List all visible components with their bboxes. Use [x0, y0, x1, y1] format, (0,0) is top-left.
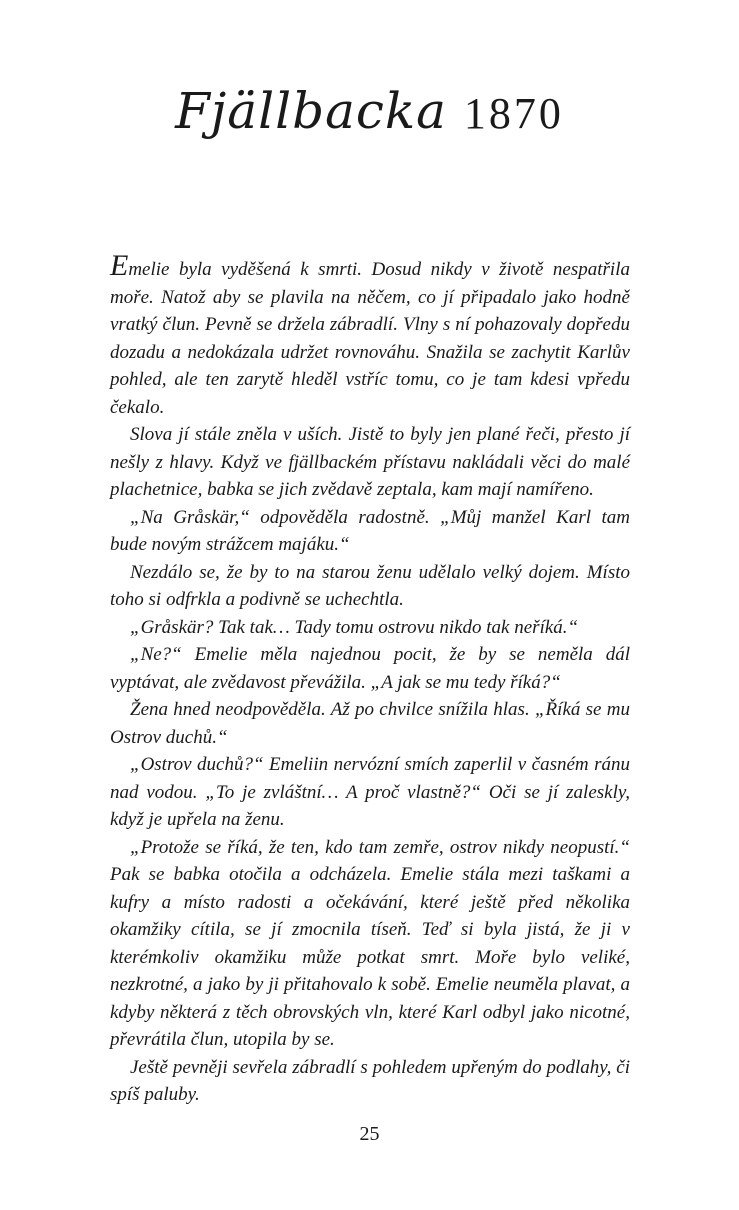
chapter-body — [110, 249, 630, 1109]
paragraph-7: Žena hned neodpověděla. Až po chvilce snížila hlas. „Říká se mu Ostrov duchů.“ — [110, 699, 630, 748]
paragraph-1-text: melie byla vyděšená k smrti. Dosud nikdy v životě nespatřila moře. Natož aby se plavila na něčem, co jí připadalo jako hodně vratký člun. Pevně se držela zábradlí. Vlny s ní pohazovaly dopředu dozadu a nedokázala udržet rovnováhu. Snažila se zachytit Karlův pohled, ale ten zarytě hleděl vstříc tomu, co je tam kdesi vpředu čekalo. — [110, 259, 630, 418]
opening-initial: E — [110, 249, 129, 282]
chapter-title-place: Fjällbacka — [175, 82, 447, 140]
paragraph-2: Slova jí stále zněla v uších. Jistě to byly jen plané řeči, přesto jí nešly z hlavy. Když ve fjällbackém přístavu nakládali věci do malé plachetnice, babka se jich zvědavě zeptala, kam mají namířeno. — [110, 424, 630, 500]
page-number: 25 — [359, 1123, 380, 1145]
paragraph-6: „Ne?“ Emelie měla najednou pocit, že by se neměla dál vyptávat, ale zvědavost převážila. „A jak se mu tedy říká?“ — [110, 644, 630, 693]
paragraph-9: „Protože se říká, že ten, kdo tam zemře, ostrov nikdy neopustí.“ Pak se babka otočila a odcházela. Emelie stála mezi taškami a kufry a místo radosti a očekávání, které ještě před několika okamžiky cítila, se jí zmocnila tíseň. Teď si byla jistá, že ji v kterémkoliv okamžiku může potkat smrt. Moře bylo veliké, nezkrotné, a jako by ji přitahovalo k sobě. Emelie neuměla plavat, a kdyby některá z těch obrovských vln, které Karl odbyl jako nicotné, převrátila člun, utopila by se. — [110, 836, 630, 1050]
chapter-title-year: 1870 — [463, 89, 564, 138]
paragraph-3: „Na Gråskär,“ odpověděla radostně. „Můj manžel Karl tam bude novým strážcem majáku.“ — [110, 506, 630, 555]
paragraph-8: „Ostrov duchů?“ Emeliin nervózní smích zaperlil v časném ránu nad vodou. „To je zvláštní… A proč vlastně?“ Oči se jí zaleskly, když je upřela na ženu. — [110, 754, 630, 830]
paragraph-4: Nezdálo se, že by to na starou ženu udělalo velký dojem. Místo toho si odfrkla a podivně se uchechtla. — [110, 561, 630, 610]
paragraph-5: „Gråskär? Tak tak… Tady tomu ostrovu nikdo tak neříká.“ — [130, 616, 579, 638]
paragraph-1 — [110, 249, 630, 421]
paragraph-10: Ještě pevněji sevřela zábradlí s pohledem upřeným do podlahy, či spíš paluby. — [110, 1056, 630, 1105]
chapter-title — [0, 82, 739, 140]
